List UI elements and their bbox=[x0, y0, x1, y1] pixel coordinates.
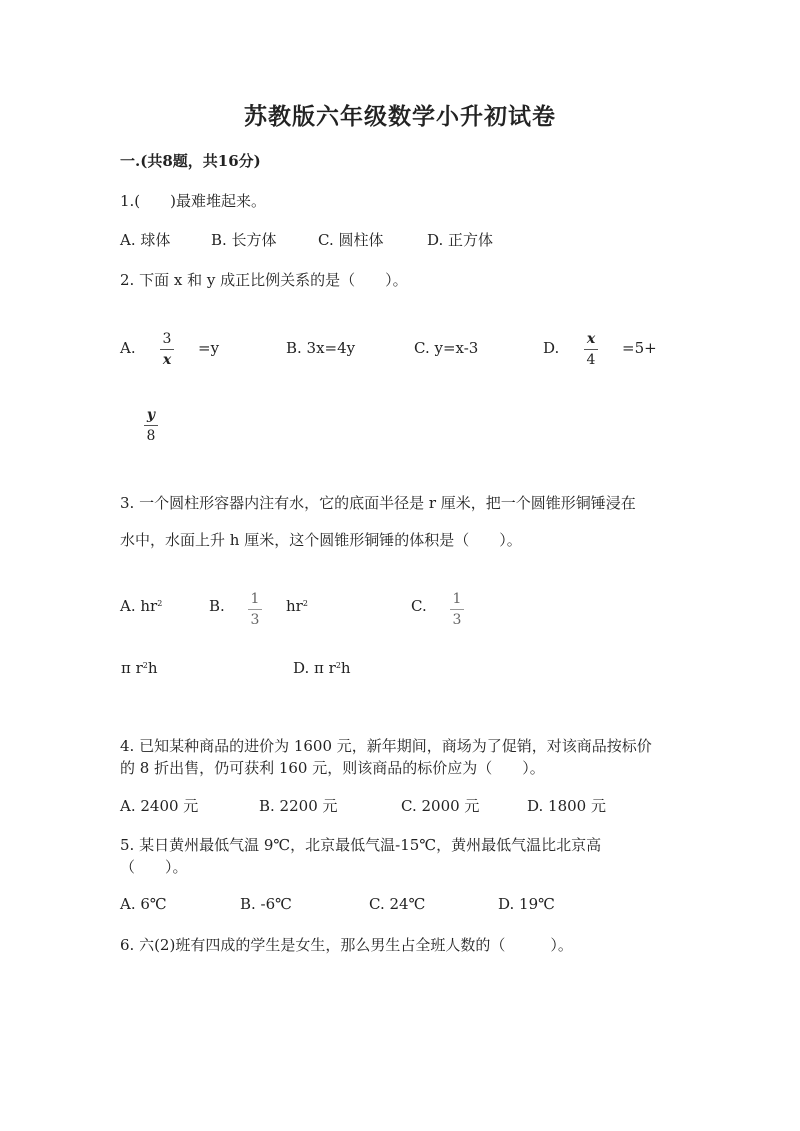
fraction-numerator: 1 bbox=[452, 591, 462, 607]
q4-option-a: A. 2400 元 bbox=[120, 797, 199, 815]
question-1-stem: 1.( )最难堆起来。 bbox=[120, 192, 267, 210]
q3-option-a: A. $hr^2$ bbox=[120, 597, 163, 615]
q2-option-a-fraction bbox=[160, 332, 174, 368]
exam-title: 苏教版六年级数学小升初试卷 bbox=[244, 103, 556, 130]
section-heading: 一.(共8题，共16分) bbox=[120, 152, 261, 170]
q1-option-b: B. 长方体 bbox=[211, 231, 277, 249]
q2-option-a-label: A. bbox=[120, 339, 136, 357]
q2-option-d-fraction-continued bbox=[144, 408, 158, 444]
q3-option-c-label: C. bbox=[411, 597, 427, 615]
q3-option-b-fraction bbox=[248, 592, 262, 628]
fraction-numerator: x bbox=[586, 331, 596, 347]
q3-option-c-tail: π $r^2h$ bbox=[121, 659, 158, 677]
q1-option-a: A. 球体 bbox=[120, 231, 171, 249]
question-4-stem-line-1: 4. 已知某种商品的进价为 1600 元，新年期间，商场为了促销，对该商品按标价 bbox=[120, 737, 652, 755]
fraction-bar bbox=[160, 349, 174, 350]
q4-option-c: C. 2000 元 bbox=[401, 797, 480, 815]
q2-option-d-fraction bbox=[584, 332, 598, 368]
fraction-bar bbox=[450, 609, 464, 610]
question-4-stem-line-2: 的 8 折出售，仍可获利 160 元，则该商品的标价应为（ ）。 bbox=[120, 759, 545, 777]
q2-option-d-tail: =5+ bbox=[622, 339, 657, 357]
q3-option-b-tail: $hr^2$ bbox=[286, 597, 308, 615]
q5-option-b: B. -6℃ bbox=[240, 895, 292, 913]
q3-option-d: D. π $r^2h$ bbox=[293, 659, 351, 677]
q5-option-d: D. 19℃ bbox=[498, 895, 555, 913]
q5-option-a: A. 6℃ bbox=[120, 895, 167, 913]
fraction-denominator: 8 bbox=[146, 428, 156, 444]
q2-option-c: C. y=x-3 bbox=[414, 339, 479, 357]
question-2-stem: 2. 下面 x 和 y 成正比例关系的是（ ）。 bbox=[120, 271, 408, 289]
q2-option-b: B. 3x=4y bbox=[286, 339, 356, 357]
question-6-stem: 6. 六(2)班有四成的学生是女生，那么男生占全班人数的（ ）。 bbox=[120, 936, 573, 954]
fraction-denominator: 3 bbox=[250, 612, 260, 628]
q2-option-a-tail: =y bbox=[198, 339, 220, 357]
question-3-stem-line-1: 3. 一个圆柱形容器内注有水，它的底面半径是 r 厘米，把一个圆锥形铜锤浸在 bbox=[120, 494, 636, 512]
q4-option-d: D. 1800 元 bbox=[527, 797, 606, 815]
fraction-bar bbox=[144, 425, 158, 426]
fraction-numerator: y bbox=[146, 407, 156, 423]
q4-option-b: B. 2200 元 bbox=[259, 797, 338, 815]
q2-option-d-label: D. bbox=[543, 339, 560, 357]
fraction-bar bbox=[248, 609, 262, 610]
fraction-denominator: 4 bbox=[586, 352, 596, 368]
fraction-numerator: 1 bbox=[250, 591, 260, 607]
question-5-stem-line-1: 5. 某日黄州最低气温 9℃，北京最低气温-15℃，黄州最低气温比北京高 bbox=[120, 836, 602, 854]
fraction-bar bbox=[584, 349, 598, 350]
fraction-numerator: 3 bbox=[162, 331, 172, 347]
q1-option-d: D. 正方体 bbox=[427, 231, 494, 249]
question-3-stem-line-2: 水中，水面上升 h 厘米，这个圆锥形铜锤的体积是（ ）。 bbox=[120, 531, 522, 549]
q1-option-c: C. 圆柱体 bbox=[318, 231, 384, 249]
q5-option-c: C. 24℃ bbox=[369, 895, 426, 913]
fraction-denominator: x bbox=[162, 352, 172, 368]
q3-option-b-label: B. bbox=[209, 597, 225, 615]
q3-option-c-fraction bbox=[450, 592, 464, 628]
fraction-denominator: 3 bbox=[452, 612, 462, 628]
question-5-stem-line-2: （ ）。 bbox=[120, 858, 188, 876]
